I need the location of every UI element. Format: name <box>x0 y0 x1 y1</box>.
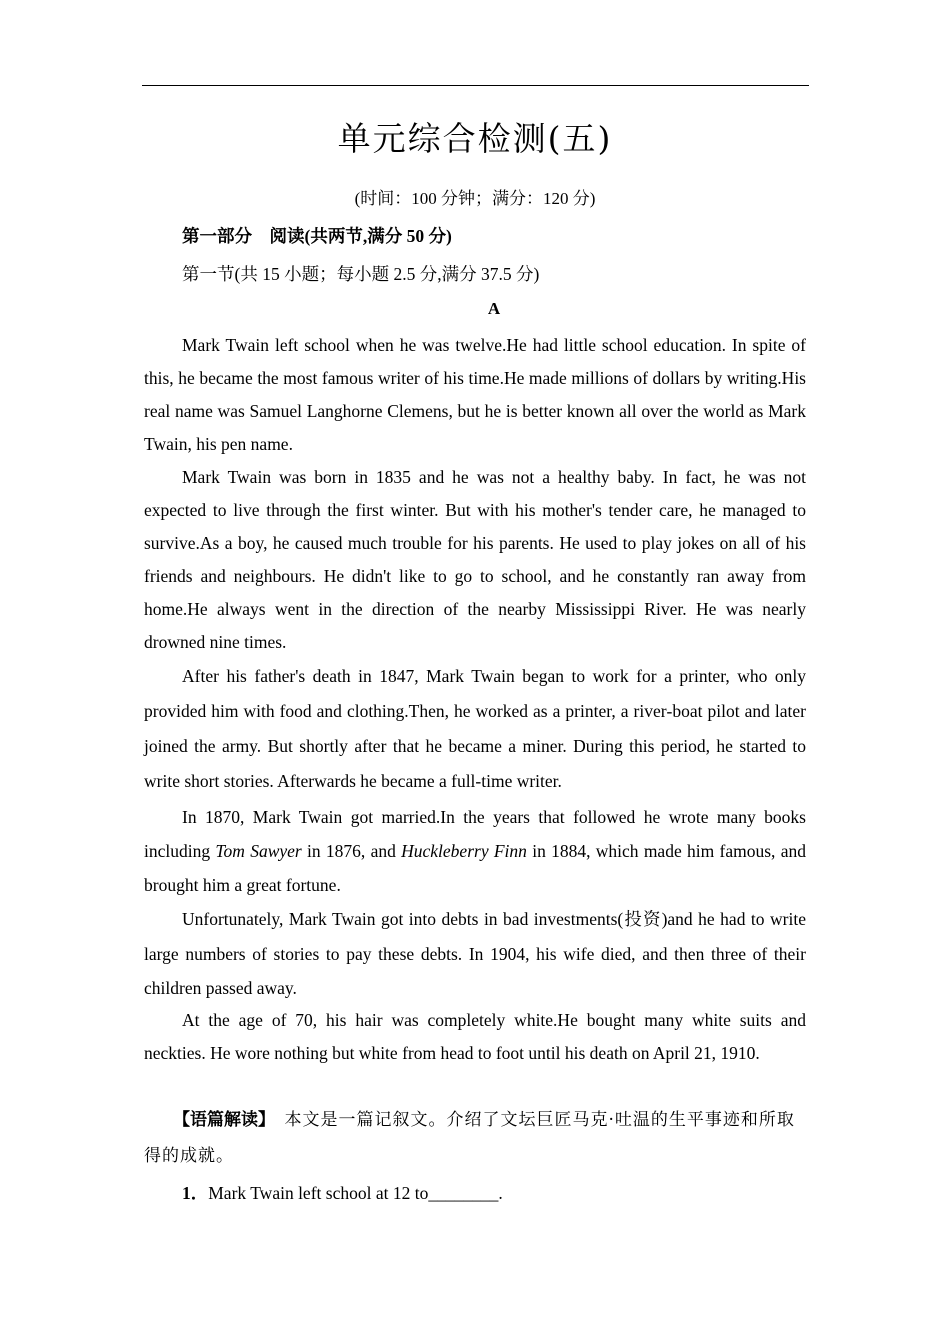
section-heading: 第一节(共 15 小题；每小题 2.5 分,满分 37.5 分) <box>182 264 540 284</box>
passage-paragraph-3: After his father's death in 1847, Mark Twain began to work for a printer, who only provided him with food and clothing.Then, he worked as a printer, a river‑boat pilot and later joined the army. But shortly after that he became a miner. During this period, he started to write short stories. Afterwards he became a full‑time writer. <box>144 666 806 791</box>
exam-info: (时间：100 分钟；满分：120 分) <box>354 189 596 208</box>
book-title-huckleberry-finn: Huckleberry Finn <box>401 841 527 861</box>
passage-letter: A <box>487 299 501 318</box>
page-title: 单元综合检测(五) <box>337 119 613 158</box>
passage-paragraph-6: At the age of 70, his hair was completely white.He bought many white suits and neckties. He wore nothing but white from head to foot until his death on April 21, 1910. <box>144 1010 806 1063</box>
passage-paragraph-1: Mark Twain left school when he was twelve.He had little school education. In spite of this, he became the most famous writer of his time.He made millions of dollars by writing.His real name was Samuel Langhorne Clemens, but he is better known all over the world as Mark Twain, his pen name. <box>144 335 806 454</box>
analysis-text: 本文是一篇记叙文。介绍了文坛巨匠马克·吐温的生平事迹和所取得的成就。 <box>144 1110 795 1166</box>
passage-paragraph-5: Unfortunately, Mark Twain got into debts in bad investments(投资)and he had to write large numbers of stories to pay these debts. In 1904, his wife died, and then three of their children passed away. <box>144 909 806 998</box>
question-1 <box>182 1180 503 1205</box>
passage-paragraph-4 <box>144 800 806 902</box>
paragraph-4-text-a: In 1870, Mark Twain got married.In the years that followed he wrote many books including <box>144 807 806 861</box>
analysis-label: 【语篇解读】 <box>173 1110 267 1130</box>
part-heading: 第一部分 阅读(共两节,满分 50 分) <box>182 226 452 246</box>
question-number: 1． <box>182 1183 209 1203</box>
question-text: Mark Twain left school at 12 to________. <box>208 1183 503 1203</box>
paragraph-4-text-b: in 1876, and <box>301 841 402 861</box>
top-rule <box>142 85 809 86</box>
book-title-tom-sawyer: Tom Sawyer <box>215 841 302 861</box>
passage-paragraph-2: Mark Twain was born in 1835 and he was not a healthy baby. In fact, he was not expected to live through the first winter. But with his mother's tender care, he managed to survive.As a boy, he caused much trouble for his parents. He used to play jokes on all of his friends and neighbours. He didn't like to go to school, and he constantly ran away from home.He always went in the direction of the nearby Mississippi River. He was nearly drowned nine times. <box>144 467 806 652</box>
text-analysis <box>144 1102 806 1174</box>
paragraph-4-text-c: in 1884, which made him famous, and brought him a great fortune. <box>144 841 806 895</box>
